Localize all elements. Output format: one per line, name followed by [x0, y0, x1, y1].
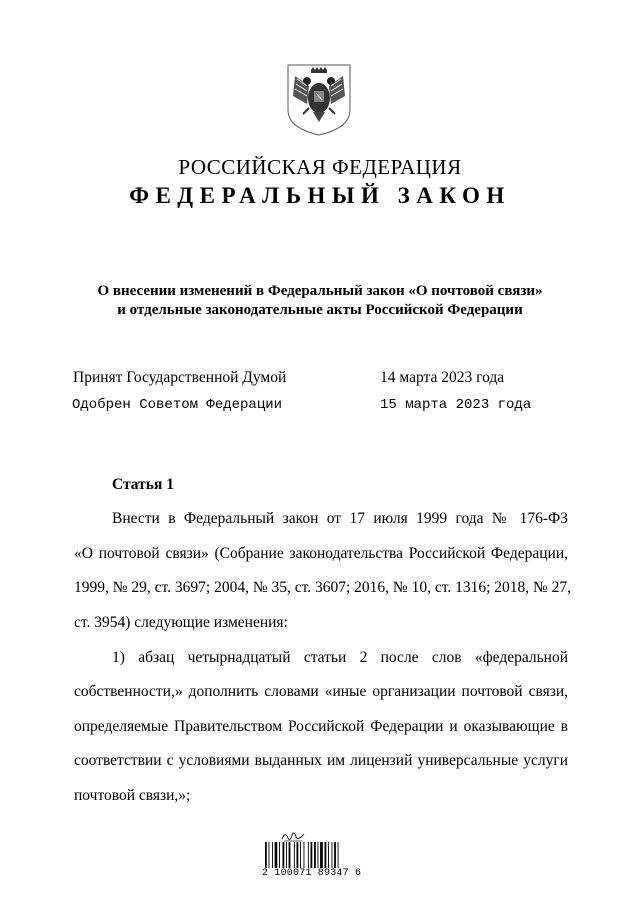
article-text-line: 1999, № 29, ст. 3697; 2004, № 35, ст. 3607; 2016, № 10, ст. 1316; 2018, № 27,	[74, 579, 572, 596]
article-text-line: определяемые Правительством Российской Федерации и оказывающие в	[74, 718, 568, 735]
article-heading: Статья 1	[112, 476, 174, 493]
article-text-line: 1) абзац четырнадцатый статьи 2 после слов «федеральной	[112, 649, 568, 666]
article-text-line: Внести в Федеральный закон от 17 июля 1999 года № 176-ФЗ	[112, 510, 568, 527]
article-text-line: ст. 3954) следующие изменения:	[74, 614, 288, 631]
signature-mark-icon	[280, 829, 306, 843]
article-text-line: соответствии с условиями выданных им лицензий универсальные услуги	[74, 752, 568, 769]
approved-label: Одобрен Советом Федерации	[72, 397, 283, 413]
adopted-date: 14 марта 2023 года	[380, 369, 505, 386]
adopted-label: Принят Государственной Думой	[73, 369, 287, 386]
article-text-line: собственности,» дополнить словами «иные организации почтовой связи,	[74, 683, 568, 700]
barcode-number: 2 100071 89347 6	[262, 868, 362, 879]
subject-line: и отдельные законодательные акты Российской Федерации	[117, 302, 523, 318]
article-text-line: почтовой связи,»;	[74, 787, 191, 804]
article-text-line: «О почтовой связи» (Собрание законодательства Российской Федерации,	[74, 545, 568, 562]
subject-line: О внесении изменений в Федеральный закон «О почтовой связи»	[97, 283, 543, 299]
country-heading: РОССИЙСКАЯ ФЕДЕРАЦИЯ	[178, 155, 462, 179]
law-subject-title	[0, 282, 640, 320]
document-type-heading: ФЕДЕРАЛЬНЫЙ ЗАКОН	[129, 183, 511, 208]
coat-of-arms-emblem-icon	[287, 64, 351, 136]
approved-date: 15 марта 2023 года	[380, 397, 532, 413]
